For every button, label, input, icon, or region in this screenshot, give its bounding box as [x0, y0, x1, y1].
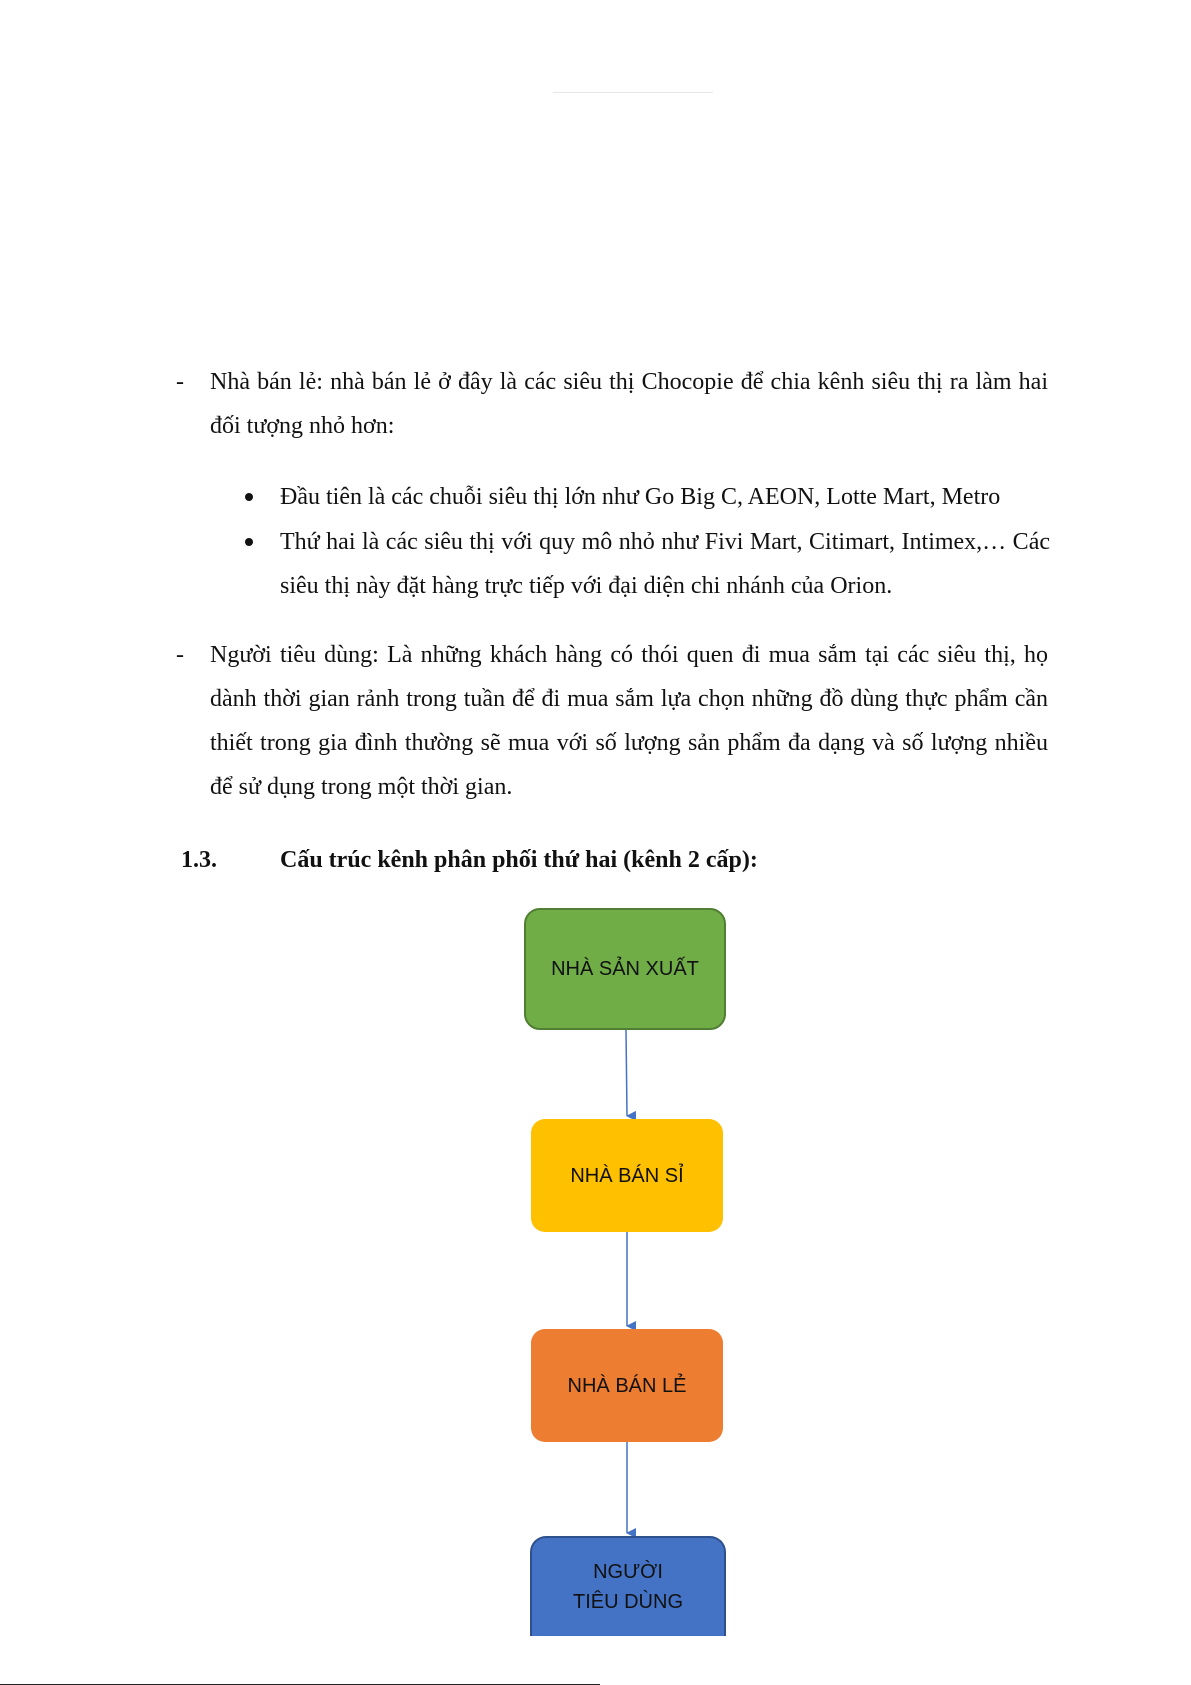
paragraph-consumer: Người tiêu dùng: Là những khách hàng có thói quen đi mua sắm tại các siêu thị, họ dành thời gian rảnh trong tuần để đi mua sắm lựa chọn những đồ dùng thực phẩm cần thiết trong gia đình thường sẽ mua với số lượng sản phẩm đa dạng và số lượng nhiều để sử dụng trong một thời gian. — [210, 642, 1048, 800]
bullet-item-small-supermarkets: Thứ hai là các siêu thị với quy mô nhỏ như Fivi Mart, Citimart, Intimex,… Các siêu thị này đặt hàng trực tiếp với đại diện chi nhánh của Orion. — [280, 529, 1050, 599]
node-wholesaler — [531, 1119, 723, 1232]
paragraph-retailer: Nhà bán lẻ: nhà bán lẻ ở đây là các siêu thị Chocopie để chia kênh siêu thị ra làm hai đối tượng nhỏ hơn: — [210, 369, 1048, 439]
node-label: NHÀ SẢN XUẤT — [551, 958, 699, 980]
bullet-item-large-chains: Đầu tiên là các chuỗi siêu thị lớn như Go Big C, AEON, Lotte Mart, Metro — [280, 484, 1001, 510]
node-label: NHÀ BÁN SỈ — [570, 1164, 684, 1187]
node-label: NGƯỜI TIÊU DÙNG — [573, 1561, 683, 1613]
node-consumer — [530, 1536, 726, 1636]
node-manufacturer — [524, 908, 726, 1030]
section-number: 1.3. — [181, 847, 217, 873]
node-label: NHÀ BÁN LẺ — [567, 1374, 687, 1397]
section-title: Cấu trúc kênh phân phối thứ hai (kênh 2 cấp): — [280, 847, 758, 873]
node-retailer — [531, 1329, 723, 1442]
arrow-manufacturer-to-wholesaler — [626, 1030, 627, 1116]
list-dash: - — [176, 642, 184, 668]
list-dash: - — [176, 369, 184, 395]
